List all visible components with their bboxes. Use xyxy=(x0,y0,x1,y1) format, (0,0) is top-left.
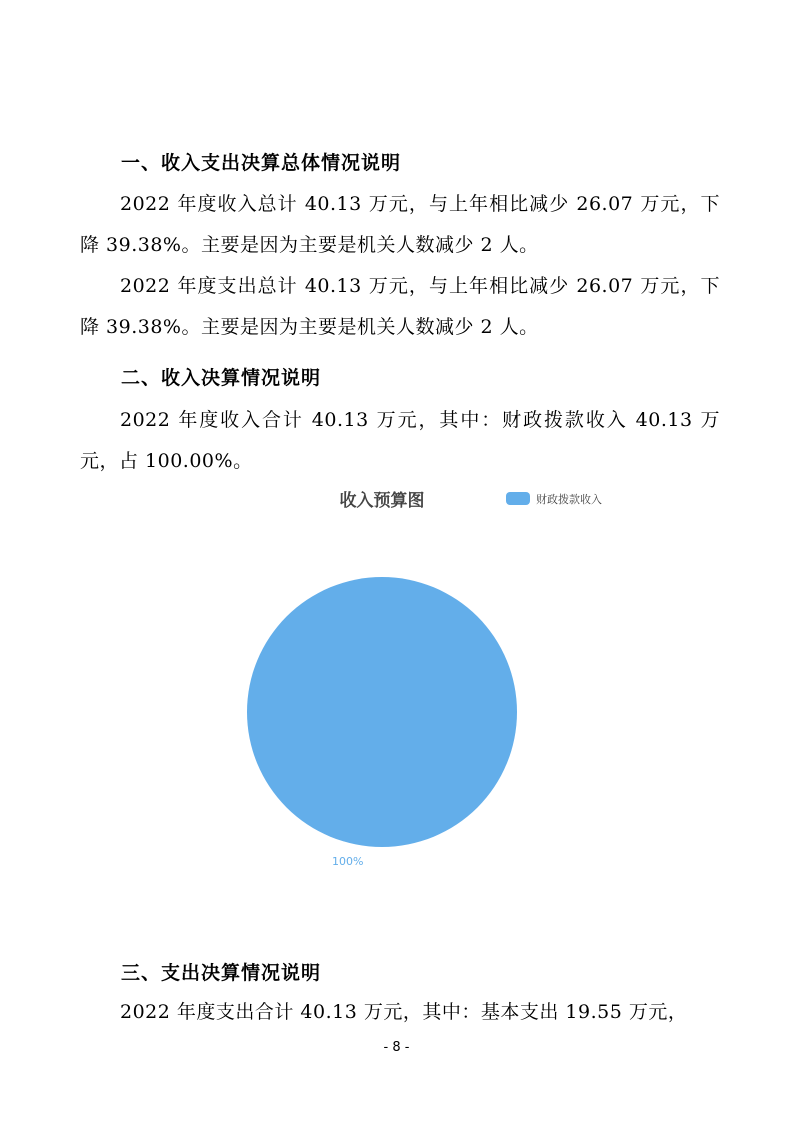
page-number: - 8 - xyxy=(383,1040,410,1055)
section-1-heading: 一、收入支出决算总体情况说明 xyxy=(121,152,402,174)
chart-title: 收入预算图 xyxy=(339,491,425,511)
income-pie-chart xyxy=(240,478,640,878)
section-1-paragraph-expense: 2022 年度支出总计 40.13 万元，与上年相比减少 26.07 万元，下降 39.38%。主要是因为主要是机关人数减少 2 人。 xyxy=(80,275,720,338)
section-3-paragraph: 2022 年度支出合计 40.13 万元，其中：基本支出 19.55 万元， xyxy=(120,1001,688,1023)
pie-slice-1 xyxy=(247,577,517,847)
section-1-paragraph-income: 2022 年度收入总计 40.13 万元，与上年相比减少 26.07 万元，下降 39.38%。主要是因为主要是机关人数减少 2 人。 xyxy=(80,193,720,256)
section-2-paragraph: 2022 年度收入合计 40.13 万元，其中：财政拨款收入 40.13 万元，占 100.00%。 xyxy=(80,409,720,472)
legend-swatch xyxy=(506,492,530,505)
slice-label: 100% xyxy=(332,855,364,868)
section-2-heading: 二、收入决算情况说明 xyxy=(121,367,322,389)
section-3-heading: 三、支出决算情况说明 xyxy=(121,962,322,984)
legend-label: 财政拨款收入 xyxy=(536,493,602,506)
